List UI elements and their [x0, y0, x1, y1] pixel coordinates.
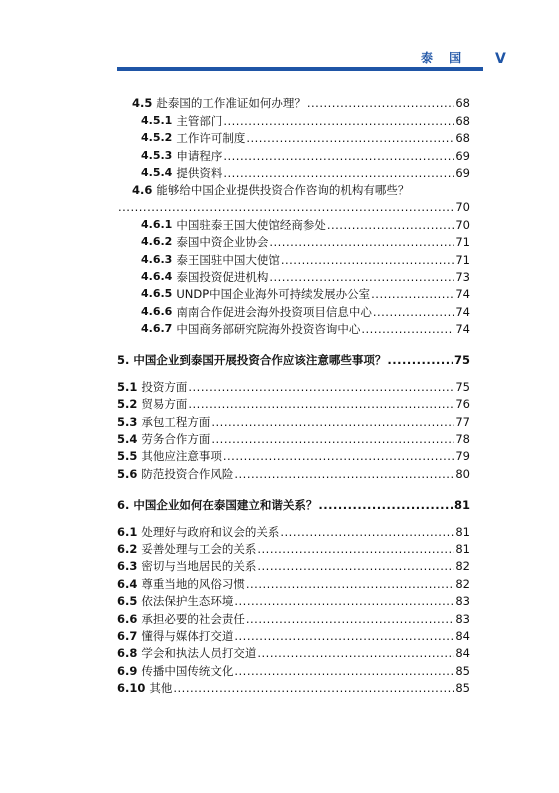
- toc-entry-number: 4.6.3: [141, 252, 173, 266]
- toc-entry-title: 中国企业如何在泰国建立和谐关系？: [133, 498, 318, 513]
- header-rule: [117, 67, 483, 71]
- toc-leader-dots: [257, 542, 454, 556]
- toc-entry-page: 70: [455, 217, 470, 232]
- toc-chapter-entry[interactable]: [117, 495, 470, 512]
- toc-entry-title: 主管部门: [176, 113, 223, 128]
- toc-entry-number: 4.5.3: [141, 148, 173, 162]
- toc-entry-title: 其他: [149, 681, 173, 696]
- toc-entry-page: 82: [455, 559, 470, 574]
- toc-entry-page: 84: [455, 646, 470, 661]
- toc-leader-dots: [223, 149, 454, 163]
- toc-leader-dots: [188, 397, 454, 411]
- toc-entry-title: 中国企业到泰国开展投资合作应该注意哪些事项？: [133, 353, 387, 368]
- toc-leader-dots: [280, 525, 454, 539]
- toc-entry[interactable]: [117, 376, 470, 393]
- toc-entry-page: 71: [455, 252, 470, 267]
- toc-entry-title: 承包工程方面: [141, 414, 211, 429]
- toc-entry[interactable]: [117, 145, 470, 162]
- toc-entry-number: 5.4: [117, 432, 138, 447]
- toc-entry-title: 妥善处理与工会的关系: [141, 541, 257, 556]
- toc-leader-dots: [257, 646, 454, 660]
- toc-entry-number: 5.1: [117, 379, 138, 394]
- toc-leader-dots: [173, 681, 454, 695]
- toc-entry[interactable]: [117, 110, 470, 127]
- toc-entry-title: 尊重当地的风俗习惯: [141, 576, 245, 591]
- toc-entry-page: 84: [455, 628, 470, 643]
- toc-entry-number: 5.6: [117, 466, 138, 481]
- toc-entry-page: 85: [455, 663, 470, 678]
- toc-entry-number: 6.2: [117, 541, 138, 556]
- section-spacer: [117, 336, 470, 350]
- toc-entry-number: 4.5.4: [141, 165, 173, 179]
- toc-entry-page: 70: [455, 200, 470, 215]
- toc-entry[interactable]: [117, 608, 470, 625]
- table-of-contents: [117, 93, 470, 695]
- toc-entry-title: 能够给中国企业提供投资合作咨询的机构有哪些？: [156, 182, 410, 197]
- toc-entry-number: 5.3: [117, 414, 138, 429]
- toc-entry-number: 4.6: [132, 182, 153, 197]
- toc-entry-title: UNDP中国企业海外可持续发展办公室: [176, 287, 371, 302]
- toc-entry-title: 南南合作促进会海外投资项目信息中心: [176, 304, 372, 319]
- toc-leader-dots: [234, 629, 454, 643]
- toc-entry-title: 防范投资合作风险: [141, 466, 234, 481]
- toc-entry-page: 81: [453, 498, 470, 513]
- toc-entry-number: 4.6.7: [141, 322, 173, 336]
- toc-entry-title: 申请程序: [176, 148, 223, 163]
- toc-leader-dots: [118, 200, 454, 214]
- toc-entry-number: 5.: [117, 353, 130, 368]
- toc-entry[interactable]: [117, 678, 470, 695]
- toc-entry-page: 68: [455, 113, 470, 128]
- toc-entry-number: 4.6.2: [141, 235, 173, 249]
- toc-entry-number: 4.6.4: [141, 269, 173, 283]
- toc-entry-page: 81: [455, 524, 470, 539]
- toc-entry-title: 学会和执法人员打交道: [141, 646, 257, 661]
- toc-entry-title: 其他应注意事项: [141, 449, 222, 464]
- toc-entry-page: 75: [453, 353, 470, 368]
- toc-entry-title: 懂得与媒体打交道: [141, 628, 234, 643]
- toc-entry[interactable]: [117, 301, 470, 318]
- toc-leader-dots: [361, 322, 454, 336]
- toc-entry-number: 4.5: [132, 96, 153, 111]
- toc-entry-title: 投资方面: [141, 379, 188, 394]
- toc-leader-dots: [246, 131, 454, 145]
- toc-entry-page: 80: [455, 466, 470, 481]
- toc-entry[interactable]: [117, 446, 470, 463]
- toc-leader-dots: [373, 305, 455, 319]
- toc-entry[interactable]: [117, 591, 470, 608]
- toc-entry[interactable]: [117, 429, 470, 446]
- toc-entry-title: 中国驻泰王国大使馆经商参处: [176, 217, 326, 232]
- toc-entry-number: 6.: [117, 498, 130, 513]
- toc-entry-title: 密切与当地居民的关系: [141, 559, 257, 574]
- toc-entry-page: 81: [455, 541, 470, 556]
- toc-entry-page: 68: [455, 96, 470, 111]
- toc-entry-page: 73: [455, 269, 470, 284]
- section-spacer: [117, 512, 470, 521]
- toc-leader-dots: [223, 114, 454, 128]
- toc-leader-dots: [269, 235, 454, 249]
- toc-entry-page: 78: [455, 432, 470, 447]
- toc-entry-number: 6.10: [117, 681, 146, 696]
- toc-leader-dots: [234, 664, 454, 678]
- toc-entry-title: 泰国投资促进机构: [176, 269, 269, 284]
- toc-leader-dots: [269, 270, 454, 284]
- toc-chapter-entry[interactable]: [117, 350, 470, 367]
- toc-entry-page: 77: [455, 414, 470, 429]
- toc-entry-number: 6.1: [117, 524, 138, 539]
- toc-entry-title: 泰王国驻中国大使馆: [176, 252, 280, 267]
- toc-entry[interactable]: [117, 411, 470, 428]
- page-number: V: [495, 51, 506, 67]
- section-spacer: [117, 481, 470, 495]
- toc-entry[interactable]: [117, 232, 470, 249]
- toc-entry[interactable]: [117, 643, 470, 660]
- toc-entry-page: 79: [455, 449, 470, 464]
- toc-entry-title: 中国商务部研究院海外投资咨询中心: [176, 322, 361, 337]
- toc-entry-title: 贸易方面: [141, 397, 188, 412]
- toc-entry[interactable]: [117, 573, 470, 590]
- toc-entry-page: 85: [455, 681, 470, 696]
- toc-entry[interactable]: [117, 163, 470, 180]
- toc-entry[interactable]: [117, 180, 470, 197]
- toc-entry[interactable]: [117, 463, 470, 480]
- toc-entry-title: 传播中国传统文化: [141, 663, 234, 678]
- toc-entry[interactable]: [117, 267, 470, 284]
- toc-entry-title: 依法保护生态环境: [141, 594, 234, 609]
- toc-entry[interactable]: [117, 284, 470, 301]
- toc-entry[interactable]: [117, 214, 470, 231]
- toc-leader-dots: [234, 467, 454, 481]
- toc-leader-dots: [211, 415, 454, 429]
- toc-entry-number: 4.5.2: [141, 131, 173, 145]
- toc-entry-page: 71: [455, 235, 470, 250]
- toc-entry-number: 6.8: [117, 646, 138, 661]
- toc-entry-page: 68: [455, 131, 470, 146]
- toc-entry-page: 83: [455, 594, 470, 609]
- toc-entry-page: 69: [455, 148, 470, 163]
- toc-entry-number: 4.6.6: [141, 304, 173, 318]
- toc-entry-title: 赴泰国的工作准证如何办理？: [156, 96, 306, 111]
- toc-leader-dots: [257, 559, 454, 573]
- toc-entry-number: 5.5: [117, 449, 138, 464]
- toc-leader-dots: [327, 218, 455, 232]
- toc-entry-number: 6.9: [117, 663, 138, 678]
- toc-entry-title: 提供资料: [176, 165, 223, 180]
- toc-entry-title: 承担必要的社会责任: [141, 611, 245, 626]
- toc-entry-title: 劳务合作方面: [141, 432, 211, 447]
- toc-entry-title: 处理好与政府和议会的关系: [141, 524, 280, 539]
- toc-entry-number: 6.4: [117, 576, 138, 591]
- toc-entry[interactable]: [117, 626, 470, 643]
- toc-leader-dots: [223, 166, 454, 180]
- toc-leader-dots: [246, 612, 454, 626]
- toc-leader-dots: [223, 449, 454, 463]
- toc-entry[interactable]: [117, 128, 470, 145]
- running-header-title: 泰 国: [421, 51, 468, 65]
- toc-entry[interactable]: [117, 93, 470, 110]
- toc-entry-continuation[interactable]: [117, 197, 470, 214]
- toc-entry-number: 5.2: [117, 397, 138, 412]
- toc-entry-page: 69: [455, 165, 470, 180]
- toc-leader-dots: [318, 498, 453, 512]
- toc-entry[interactable]: [117, 556, 470, 573]
- toc-leader-dots: [307, 96, 454, 110]
- toc-leader-dots: [387, 353, 453, 367]
- toc-entry[interactable]: [117, 539, 470, 556]
- toc-entry-number: 4.6.1: [141, 217, 173, 231]
- toc-entry-title: 工作许可制度: [176, 131, 246, 146]
- toc-entry-number: 6.3: [117, 559, 138, 574]
- toc-entry-page: 82: [455, 576, 470, 591]
- toc-entry-title: 泰国中资企业协会: [176, 235, 269, 250]
- toc-entry-number: 6.6: [117, 611, 138, 626]
- toc-leader-dots: [371, 287, 454, 301]
- toc-entry-number: 6.5: [117, 594, 138, 609]
- toc-entry-page: 74: [455, 322, 470, 337]
- toc-entry[interactable]: [117, 249, 470, 266]
- toc-entry-number: 4.6.5: [141, 287, 173, 301]
- section-spacer: [117, 367, 470, 376]
- toc-leader-dots: [281, 253, 455, 267]
- toc-entry[interactable]: [117, 660, 470, 677]
- toc-entry-page: 74: [455, 304, 470, 319]
- toc-entry-number: 4.5.1: [141, 113, 173, 127]
- toc-entry-page: 83: [455, 611, 470, 626]
- toc-entry[interactable]: [117, 319, 470, 336]
- toc-leader-dots: [188, 380, 454, 394]
- toc-entry-page: 74: [455, 287, 470, 302]
- toc-entry-page: 76: [455, 397, 470, 412]
- toc-entry-number: 6.7: [117, 628, 138, 643]
- toc-leader-dots: [211, 432, 454, 446]
- toc-entry[interactable]: [117, 521, 470, 538]
- toc-leader-dots: [246, 577, 454, 591]
- toc-leader-dots: [234, 594, 454, 608]
- toc-entry[interactable]: [117, 394, 470, 411]
- toc-entry-page: 75: [455, 379, 470, 394]
